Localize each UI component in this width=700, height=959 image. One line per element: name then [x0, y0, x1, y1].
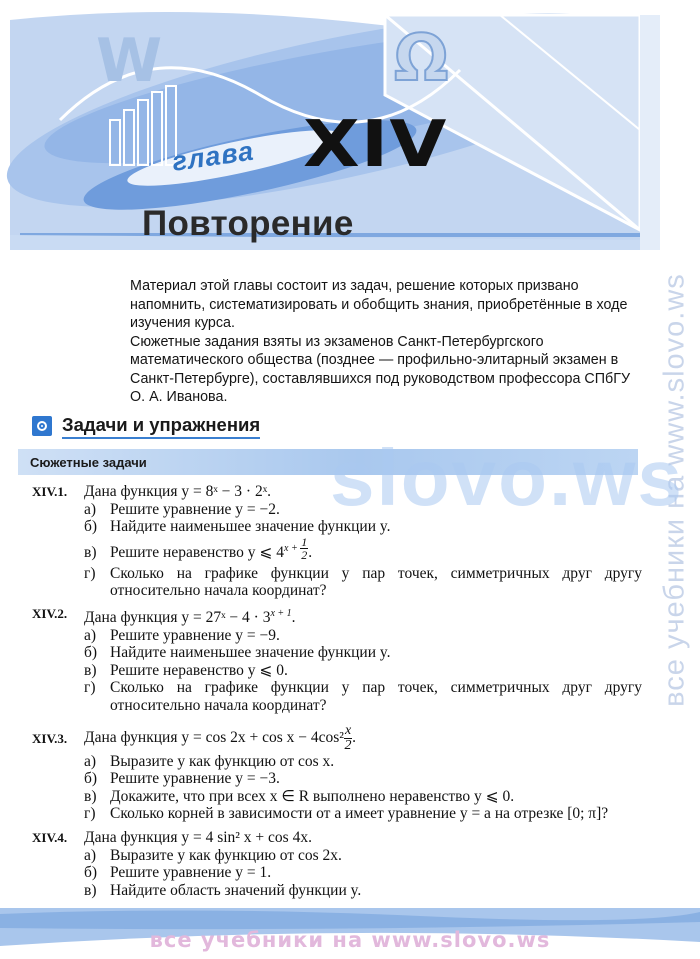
- decorative-omega: Ω: [394, 22, 449, 96]
- problem-item: г) Сколько корней в зависимости от a имеет уравнение y = a на отрезке [0; π]?: [84, 805, 609, 823]
- problem: [32, 483, 642, 600]
- fraction: $\frac{x}{2}$: [344, 722, 352, 753]
- problem-item: в) Решите неравенство y ⩽ 0.: [84, 661, 288, 679]
- problem-item: а) Выразите y как функцию от cos x.: [84, 752, 335, 770]
- problem-statement: Дана функция y = 8ˣ − 3 · 2ˣ.: [84, 483, 272, 500]
- problem-item: г) Сколько на графике функции y пар точек, симметричных друг другу относительно начала координат?: [84, 679, 642, 715]
- problem-number: XIV.2.: [32, 605, 68, 621]
- problem-list: [32, 483, 642, 904]
- problem: [32, 724, 642, 823]
- problem-item: г) Сколько на графике функции y пар точек, симметричных друг другу относительно начала координат?: [84, 564, 642, 600]
- problem-item: а) Решите уравнение y = −9.: [84, 626, 280, 644]
- problem-item: в) Решите неравенство y ⩽ $4^{x + \frac{1}{2}}$ .: [84, 534, 313, 562]
- problem-statement: Дана функция y = cos 2x + cos x − 4cos² $\frac{x}{2}$ .: [84, 722, 357, 753]
- problem-item: б) Найдите наименьшее значение функции y.: [84, 644, 391, 662]
- problem-statement: Дана функция y = 4 sin² x + cos 4x.: [84, 829, 312, 847]
- subsection-title: Сюжетные задачи: [30, 455, 147, 470]
- section-title: Задачи и упражнения: [62, 414, 260, 439]
- footer-watermark: все учебники на www.slovo.ws: [149, 928, 551, 952]
- section-heading: [32, 414, 260, 438]
- intro-paragraph: Сюжетные задания взяты из экзаменов Санкт-Петербургского математического общества (позднее — профильно-элитарный экзамен в Санкт-Петербурге), составлявшихся под руководством профессора СПбГУ О. А. Иванова.: [130, 333, 631, 405]
- problem-statement: Дана функция y = 27ˣ − $4 \cdot 3^{x + 1}$.: [84, 607, 296, 627]
- chapter-number: XIV: [303, 108, 448, 182]
- problem-item: а) Выразите y как функцию от cos 2x.: [84, 846, 342, 864]
- problem: [32, 829, 642, 899]
- intro-paragraph: Материал этой главы состоит из задач, решение которых призвано напомнить, систематизировать и обобщить знания, приобретённые в ходе изучения курса.: [130, 278, 628, 331]
- problem-number: XIV.4.: [32, 830, 68, 846]
- problem-number: XIV.3.: [32, 730, 68, 746]
- problem-item: а) Решите уравнение y = −2.: [84, 500, 280, 518]
- problem-item: б) Решите уравнение y = 1.: [84, 864, 272, 882]
- problem-item: в) Докажите, что при всех x ∈ R выполнено неравенство y ⩽ 0.: [84, 787, 515, 805]
- problem-item: в) Найдите область значений функции y.: [84, 881, 362, 899]
- center-watermark: slovo.ws: [330, 433, 684, 522]
- chapter-title: Повторение: [142, 204, 354, 243]
- decorative-w-letter: W: [96, 26, 163, 96]
- problem: [32, 605, 642, 715]
- fraction: $\frac{1}{2}$: [301, 534, 308, 562]
- problem-item: б) Решите уравнение y = −3.: [84, 770, 280, 788]
- problem-number: XIV.1.: [32, 484, 68, 499]
- target-icon: [32, 416, 52, 436]
- chapter-label: глава: [170, 135, 256, 177]
- side-watermark: все учебники на www.slovo.ws: [658, 273, 691, 707]
- intro-text: [130, 277, 640, 407]
- problem-item: б) Найдите наименьшее значение функции y.: [84, 518, 391, 536]
